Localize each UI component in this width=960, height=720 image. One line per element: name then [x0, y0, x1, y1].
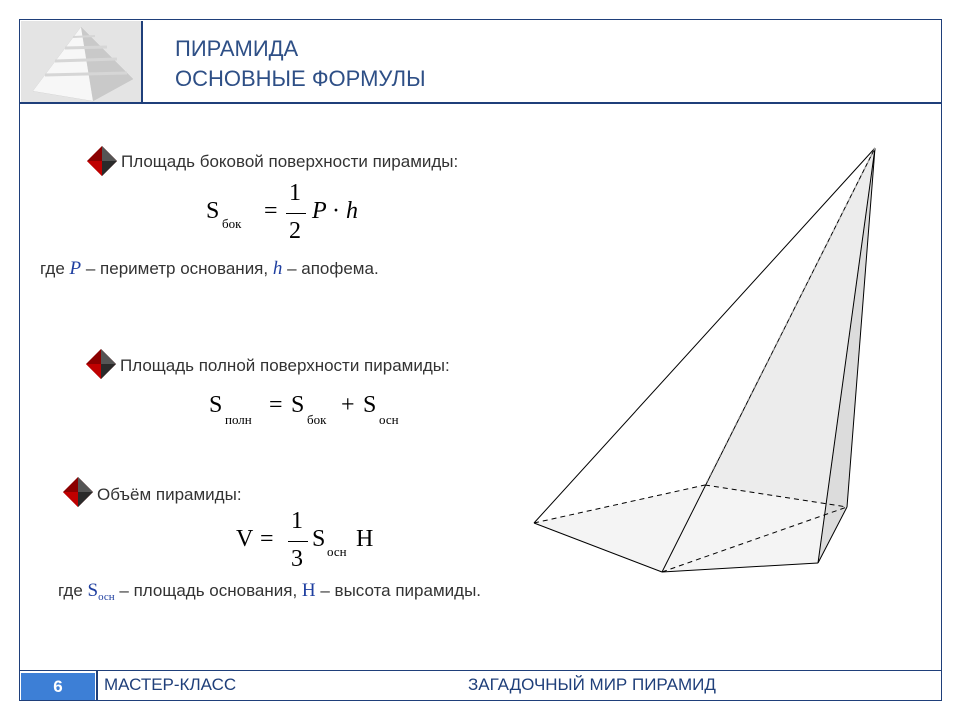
formula3-V: V [236, 526, 254, 552]
logo-divider [141, 21, 143, 103]
formula3-eq: = [260, 526, 274, 552]
header-divider [19, 102, 942, 104]
formula1-den: 2 [289, 218, 301, 244]
formula2-sub1: полн [225, 412, 252, 427]
diamond-bullet-icon [85, 144, 119, 178]
note3-H: H [301, 580, 316, 601]
section1-note [40, 258, 379, 280]
diamond-bullet-icon [84, 347, 118, 381]
note1-prefix: где [40, 259, 70, 278]
note1-P: P [69, 258, 82, 279]
footer-divider [96, 671, 98, 701]
formula2-sub2: бок [307, 412, 327, 427]
formula-volume [236, 508, 396, 578]
fraction-bar [286, 213, 306, 214]
formula3-num: 1 [291, 508, 303, 534]
formula3-sub: осн [327, 544, 347, 559]
formula2-S2: S [291, 392, 305, 418]
note1-h: h [272, 258, 283, 279]
formula1-h: h [346, 198, 358, 224]
formula2-plus: + [341, 392, 355, 418]
pyramid-logo-icon [21, 21, 141, 102]
note3-S: S [87, 580, 99, 601]
formula3-H: H [356, 526, 374, 552]
page-title-line2: ОСНОВНЫЕ ФОРМУЛЫ [175, 66, 426, 91]
section3-note [58, 580, 481, 603]
formula3-den: 3 [291, 546, 303, 572]
section2-heading: Площадь полной поверхности пирамиды: [120, 356, 450, 375]
note1-mid: – периметр основания, [81, 259, 273, 278]
formula-lateral-area [206, 180, 376, 250]
formula-total-area [209, 392, 429, 432]
note3-S-sub: осн [98, 590, 115, 603]
section3-heading: Объём пирамиды: [97, 485, 242, 504]
page-number: 6 [21, 673, 95, 700]
note3-mid: – площадь основания, [114, 581, 302, 600]
formula1-sub: бок [222, 216, 242, 231]
formula2-S3: S [363, 392, 377, 418]
formula2-eq: = [269, 392, 283, 418]
pyramid-diagram [520, 140, 890, 580]
formula1-num: 1 [289, 180, 301, 206]
page-title-line1: ПИРАМИДА [175, 36, 299, 61]
formula2-S1: S [209, 392, 223, 418]
fraction-bar [288, 541, 308, 542]
formula2-sub3: осн [379, 412, 399, 427]
formula1-dot: · [332, 198, 340, 224]
note1-suffix: – апофема. [282, 259, 379, 278]
formula1-S: S [206, 198, 220, 224]
note3-suffix: – высота пирамиды. [315, 581, 482, 600]
section1-heading: Площадь боковой поверхности пирамиды: [121, 152, 459, 171]
note3-prefix: где [58, 581, 88, 600]
footer-right-label: ЗАГАДОЧНЫЙ МИР ПИРАМИД [468, 675, 716, 694]
formula1-eq: = [264, 198, 278, 224]
footer-left-label: МАСТЕР-КЛАСС [104, 675, 237, 694]
formula3-S: S [312, 526, 326, 552]
diamond-bullet-icon [61, 475, 95, 509]
formula1-P: P [312, 198, 327, 224]
